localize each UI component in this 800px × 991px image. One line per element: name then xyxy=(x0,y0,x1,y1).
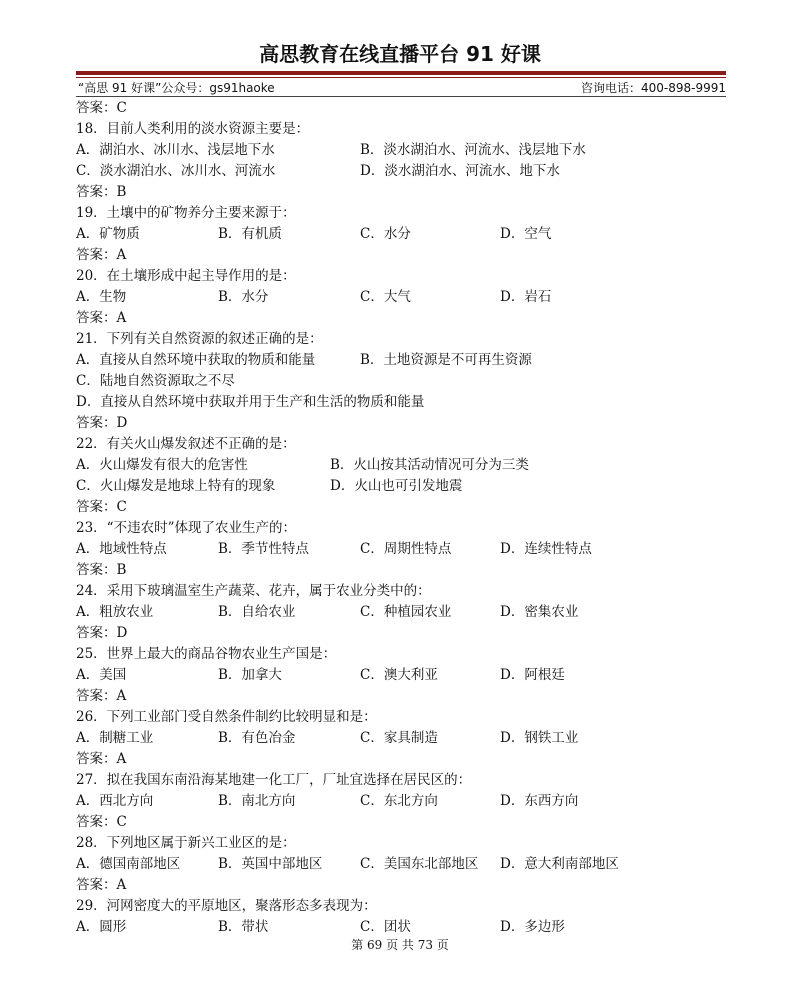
question-line: 23．“不违农时”体现了农业生产的： xyxy=(76,520,296,536)
question-line: C．陆地自然资源取之不尽 xyxy=(76,373,235,389)
answer-line: 答案：C xyxy=(76,100,127,116)
option-item: A．圆形 xyxy=(76,919,127,935)
option-item: B．加拿大 xyxy=(218,667,282,683)
option-item: D．淡水湖泊水、河流水、地下水 xyxy=(360,163,560,179)
question-line: 27．拟在我国东南沿海某地建一化工厂，厂址宜选择在居民区的： xyxy=(76,772,472,788)
options-row xyxy=(76,917,726,938)
question-line: 26．下列工业部门受自然条件制约比较明显和是： xyxy=(76,709,377,725)
header-phone: 咨询电话：400-898-9991 xyxy=(580,81,726,95)
header-underline xyxy=(76,96,726,97)
option-item: C．周期性特点 xyxy=(360,541,452,557)
option-item: A．西北方向 xyxy=(76,793,154,809)
answer-line: 答案：D xyxy=(76,625,128,641)
option-item: A．地域性特点 xyxy=(76,541,167,557)
option-item: D．岩石 xyxy=(500,289,552,305)
options-row xyxy=(76,287,726,308)
question-line: 21．下列有关自然资源的叙述正确的是： xyxy=(76,331,323,347)
page-header-title: 高思教育在线直播平台 91 好课 xyxy=(259,42,541,66)
answer-line: 答案：A xyxy=(76,688,127,704)
option-item: A．德国南部地区 xyxy=(76,856,181,872)
option-item: B．淡水湖泊水、河流水、浅层地下水 xyxy=(360,142,586,158)
option-item: B．自给农业 xyxy=(218,604,296,620)
option-item: C．大气 xyxy=(360,289,411,305)
option-item: D．空气 xyxy=(500,226,552,242)
option-item: A．矿物质 xyxy=(76,226,140,242)
option-item: A．美国 xyxy=(76,667,127,683)
option-item: B．季节性特点 xyxy=(218,541,309,557)
option-item: C．水分 xyxy=(360,226,411,242)
option-item: B．南北方向 xyxy=(218,793,296,809)
option-item: C．淡水湖泊水、冰川水、河流水 xyxy=(76,163,276,179)
options-row xyxy=(76,140,726,161)
option-item: C．澳大利亚 xyxy=(360,667,438,683)
option-item: A．生物 xyxy=(76,289,127,305)
option-item: A．粗放农业 xyxy=(76,604,154,620)
option-item: D．钢铁工业 xyxy=(500,730,579,746)
option-item: B．火山按其活动情况可分为三类 xyxy=(330,457,529,473)
question-line: 24．采用下玻璃温室生产蔬菜、花卉，属于农业分类中的： xyxy=(76,583,431,599)
answer-line: 答案：B xyxy=(76,562,127,578)
answer-line: 答案：D xyxy=(76,415,128,431)
option-item: B．水分 xyxy=(218,289,269,305)
option-item: D．意大利南部地区 xyxy=(500,856,619,872)
question-line: 29．河网密度大的平原地区，聚落形态多表现为： xyxy=(76,898,377,914)
question-line: 20．在土壤形成中起主导作用的是： xyxy=(76,268,296,284)
option-item: B．英国中部地区 xyxy=(218,856,323,872)
header-divider-thin xyxy=(76,77,726,78)
answer-line: 答案：A xyxy=(76,247,127,263)
question-line: 18．目前人类利用的淡水资源主要是： xyxy=(76,121,310,137)
answer-line: 答案：C xyxy=(76,499,127,515)
option-item: A．湖泊水、冰川水、浅层地下水 xyxy=(76,142,275,158)
option-item: A．直接从自然环境中获取的物质和能量 xyxy=(76,352,316,368)
option-item: C．美国东北部地区 xyxy=(360,856,479,872)
options-row xyxy=(76,728,726,749)
option-item: C．东北方向 xyxy=(360,793,438,809)
option-item: B．有色冶金 xyxy=(218,730,296,746)
option-item: D．阿根廷 xyxy=(500,667,565,683)
question-line: 22．有关火山爆发叙述不正确的是： xyxy=(76,436,296,452)
header-wechat-account: “高思 91 好课”公众号：gs91haoke xyxy=(78,81,275,95)
options-row xyxy=(76,476,726,497)
option-item: C．团状 xyxy=(360,919,411,935)
options-row xyxy=(76,602,726,623)
option-item: D．多边形 xyxy=(500,919,565,935)
answer-line: 答案：A xyxy=(76,877,127,893)
answer-line: 答案：B xyxy=(76,184,127,200)
question-line: 25．世界上最大的商品谷物农业生产国是： xyxy=(76,646,337,662)
options-row xyxy=(76,854,726,875)
options-row xyxy=(76,224,726,245)
options-row xyxy=(76,161,726,182)
option-item: D．密集农业 xyxy=(500,604,579,620)
options-row xyxy=(76,539,726,560)
option-item: B．带状 xyxy=(218,919,269,935)
options-row xyxy=(76,455,726,476)
question-line: 19．土壤中的矿物养分主要来源于： xyxy=(76,205,296,221)
answer-line: 答案：C xyxy=(76,814,127,830)
option-item: D．火山也可引发地震 xyxy=(330,478,463,494)
question-line: D．直接从自然环境中获取并用于生产和生活的物质和能量 xyxy=(76,394,425,410)
option-item: D．东西方向 xyxy=(500,793,579,809)
option-item: A．制糖工业 xyxy=(76,730,154,746)
question-list xyxy=(76,98,726,938)
option-item: C．家具制造 xyxy=(360,730,438,746)
option-item: D．连续性特点 xyxy=(500,541,592,557)
option-item: A．火山爆发有很大的危害性 xyxy=(76,457,248,473)
option-item: C．种植园农业 xyxy=(360,604,452,620)
answer-line: 答案：A xyxy=(76,751,127,767)
option-item: C．火山爆发是地球上特有的现象 xyxy=(76,478,276,494)
answer-line: 答案：A xyxy=(76,310,127,326)
page-number: 第 69 页 共 73 页 xyxy=(351,938,449,952)
options-row xyxy=(76,791,726,812)
question-line: 28．下列地区属于新兴工业区的是： xyxy=(76,835,296,851)
options-row xyxy=(76,350,726,371)
header-divider-thick xyxy=(76,71,726,75)
options-row xyxy=(76,665,726,686)
option-item: B．土地资源是不可再生资源 xyxy=(360,352,532,368)
option-item: B．有机质 xyxy=(218,226,282,242)
